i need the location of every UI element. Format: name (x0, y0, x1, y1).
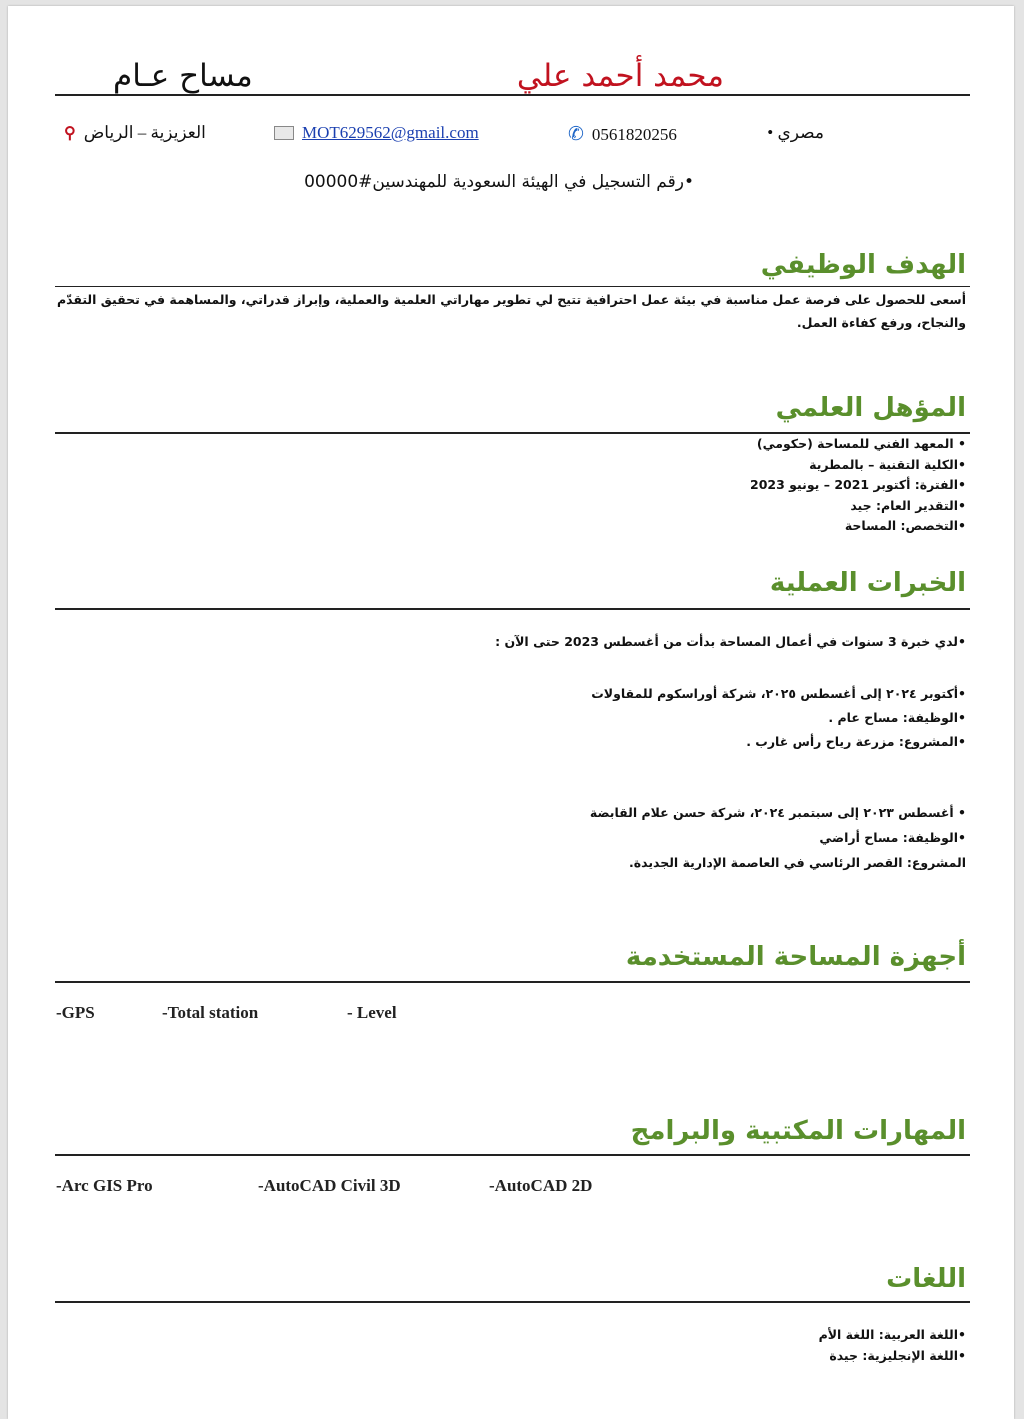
envelope-icon (274, 126, 294, 140)
job-title: مساح عـام (113, 58, 253, 94)
language-item: •اللغة الإنجليزية: جيدة (829, 1348, 966, 1363)
education-item: • المعهد الفني للمساحة (حكومي) (756, 436, 966, 451)
email-contact[interactable] (274, 123, 479, 143)
languages-list (819, 1324, 966, 1366)
address-text: العزيزية – الرياض (83, 123, 206, 142)
software-heading: المهارات المكتبية والبرامج (630, 1116, 966, 1146)
cv-page (8, 6, 1014, 1419)
software-item: -AutoCAD Civil 3D (258, 1176, 401, 1195)
software-divider (55, 1154, 970, 1156)
job-project: •المشروع: مزرعة رياح رأس غارب . (746, 734, 966, 749)
nationality (767, 123, 824, 143)
language-item: •اللغة العربية: اللغة الأم (818, 1327, 966, 1342)
languages-divider (55, 1301, 970, 1303)
phone-number: 0561820256 (591, 124, 677, 144)
job-2 (590, 800, 966, 875)
devices-divider (55, 981, 970, 983)
phone-icon: ✆ (568, 124, 584, 145)
languages-heading: اللغات (886, 1264, 966, 1294)
email-link[interactable]: MOT629562@gmail.com (302, 123, 479, 142)
map-pin-icon: ⚲ (64, 125, 76, 142)
experience-heading: الخبرات العملية (769, 568, 966, 598)
devices-heading: أجهزة المساحة المستخدمة (625, 942, 966, 972)
job-period: •أكتوبر ٢٠٢٤ إلى أغسطس ٢٠٢٥، شركة أوراسكوم للمقاولات (591, 686, 966, 701)
phone-contact[interactable] (568, 123, 677, 146)
registration-number: •رقم التسجيل في الهيئة السعودية للمهندسين#00000 (304, 172, 694, 192)
header-divider (55, 94, 970, 96)
device-item: -GPS (56, 1003, 95, 1022)
nationality-text: مصري • (767, 123, 824, 142)
experience-divider (55, 608, 970, 610)
education-item: •التقدير العام: جيد (850, 497, 966, 513)
experience-summary: •لدي خبرة 3 سنوات في أعمال المساحة بدأت من أغسطس 2023 حتى الآن : (495, 634, 966, 649)
education-list (750, 434, 966, 537)
objective-text: أسعى للحصول على فرصة عمل مناسبة في بيئة عمل احترافية تتيح لي تطوير مهاراتي العلمية والعملية، وإبراز قدراتي، والمساهمة في تحقيق التقدّم والنجاح، ورفع كفاءة العمل. (56, 292, 966, 330)
education-item: •التخصص: المساحة (844, 518, 966, 533)
objective-divider (55, 286, 970, 287)
education-item: •الفترة: أكتوبر 2021 – يونيو 2023 (750, 477, 966, 492)
education-heading: المؤهل العلمي (775, 393, 966, 423)
objective-heading: الهدف الوظيفي (760, 250, 966, 280)
job-position: •الوظيفة: مساح عام . (828, 710, 966, 725)
job-project: المشروع: القصر الرئاسي في العاصمة الإدارية الجديدة. (628, 855, 966, 870)
software-item: -Arc GIS Pro (56, 1176, 153, 1195)
device-item: -Total station (162, 1003, 259, 1022)
job-period: • أغسطس ٢٠٢٣ إلى سبتمبر ٢٠٢٤، شركة حسن علام القابضة (589, 805, 966, 820)
candidate-name: محمد أحمد علي (516, 58, 724, 94)
education-item: •الكلية التقنية – بالمطرية (809, 456, 966, 472)
software-item: -AutoCAD 2D (489, 1176, 593, 1195)
device-item: - Level (347, 1003, 397, 1022)
address-contact (64, 123, 206, 143)
job-1 (591, 682, 966, 754)
job-position: •الوظيفة: مساح أراضي (819, 830, 966, 845)
